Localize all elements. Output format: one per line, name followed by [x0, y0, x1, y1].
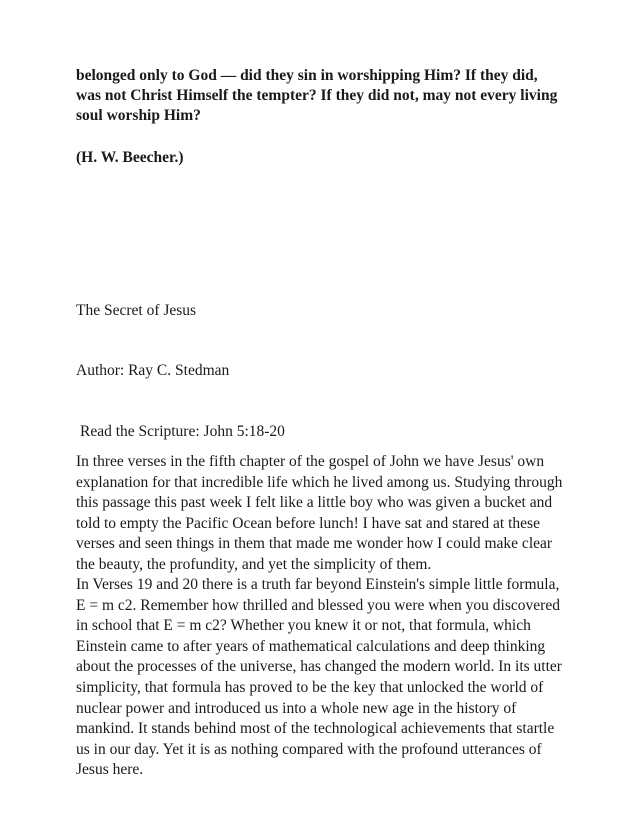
body-paragraph: In Verses 19 and 20 there is a truth far beyond Einstein's simple little formula, E = m c2. Remember how thrilled and blessed you were when you discovered in school that E = m c2? Whether you knew it or not, that formula, which Einstein came to after years of mathematical calculations and deep thinking about the processes of the universe, has changed the modern world. In its utter simplicity, that formula has proved to be the key that unlocked the world of nuclear power and introduced us into a whole new age in the history of mankind. It stands behind most of the technological achievements that startle us in our day. Yet it is as nothing compared with the profound utterances of Jesus here. — [76, 576, 562, 779]
scripture-reference: Read the Scripture: John 5:18-20 — [80, 423, 285, 440]
sermon-title: The Secret of Jesus — [76, 302, 197, 319]
quote-attribution: (H. W. Beecher.) — [76, 149, 184, 166]
body-paragraph: In three verses in the fifth chapter of the gospel of John we have Jesus' own explanation for that incredible life which he lived among us. Studying through this passage this past week I felt like a little boy who was given a bucket and told to empty the Pacific Ocean before lunch! I have sat and stared at these verses and seen things in them that made me wonder how I could make clear the beauty, the profundity, and yet the simplicity of them. — [76, 453, 563, 573]
author-line: Author: Ray C. Stedman — [76, 362, 230, 379]
closing-quote-paragraph: belonged only to God — did they sin in worshipping Him? If they did, was not Christ Himself the tempter? If they did not, may not every living soul worship Him? — [76, 67, 558, 124]
